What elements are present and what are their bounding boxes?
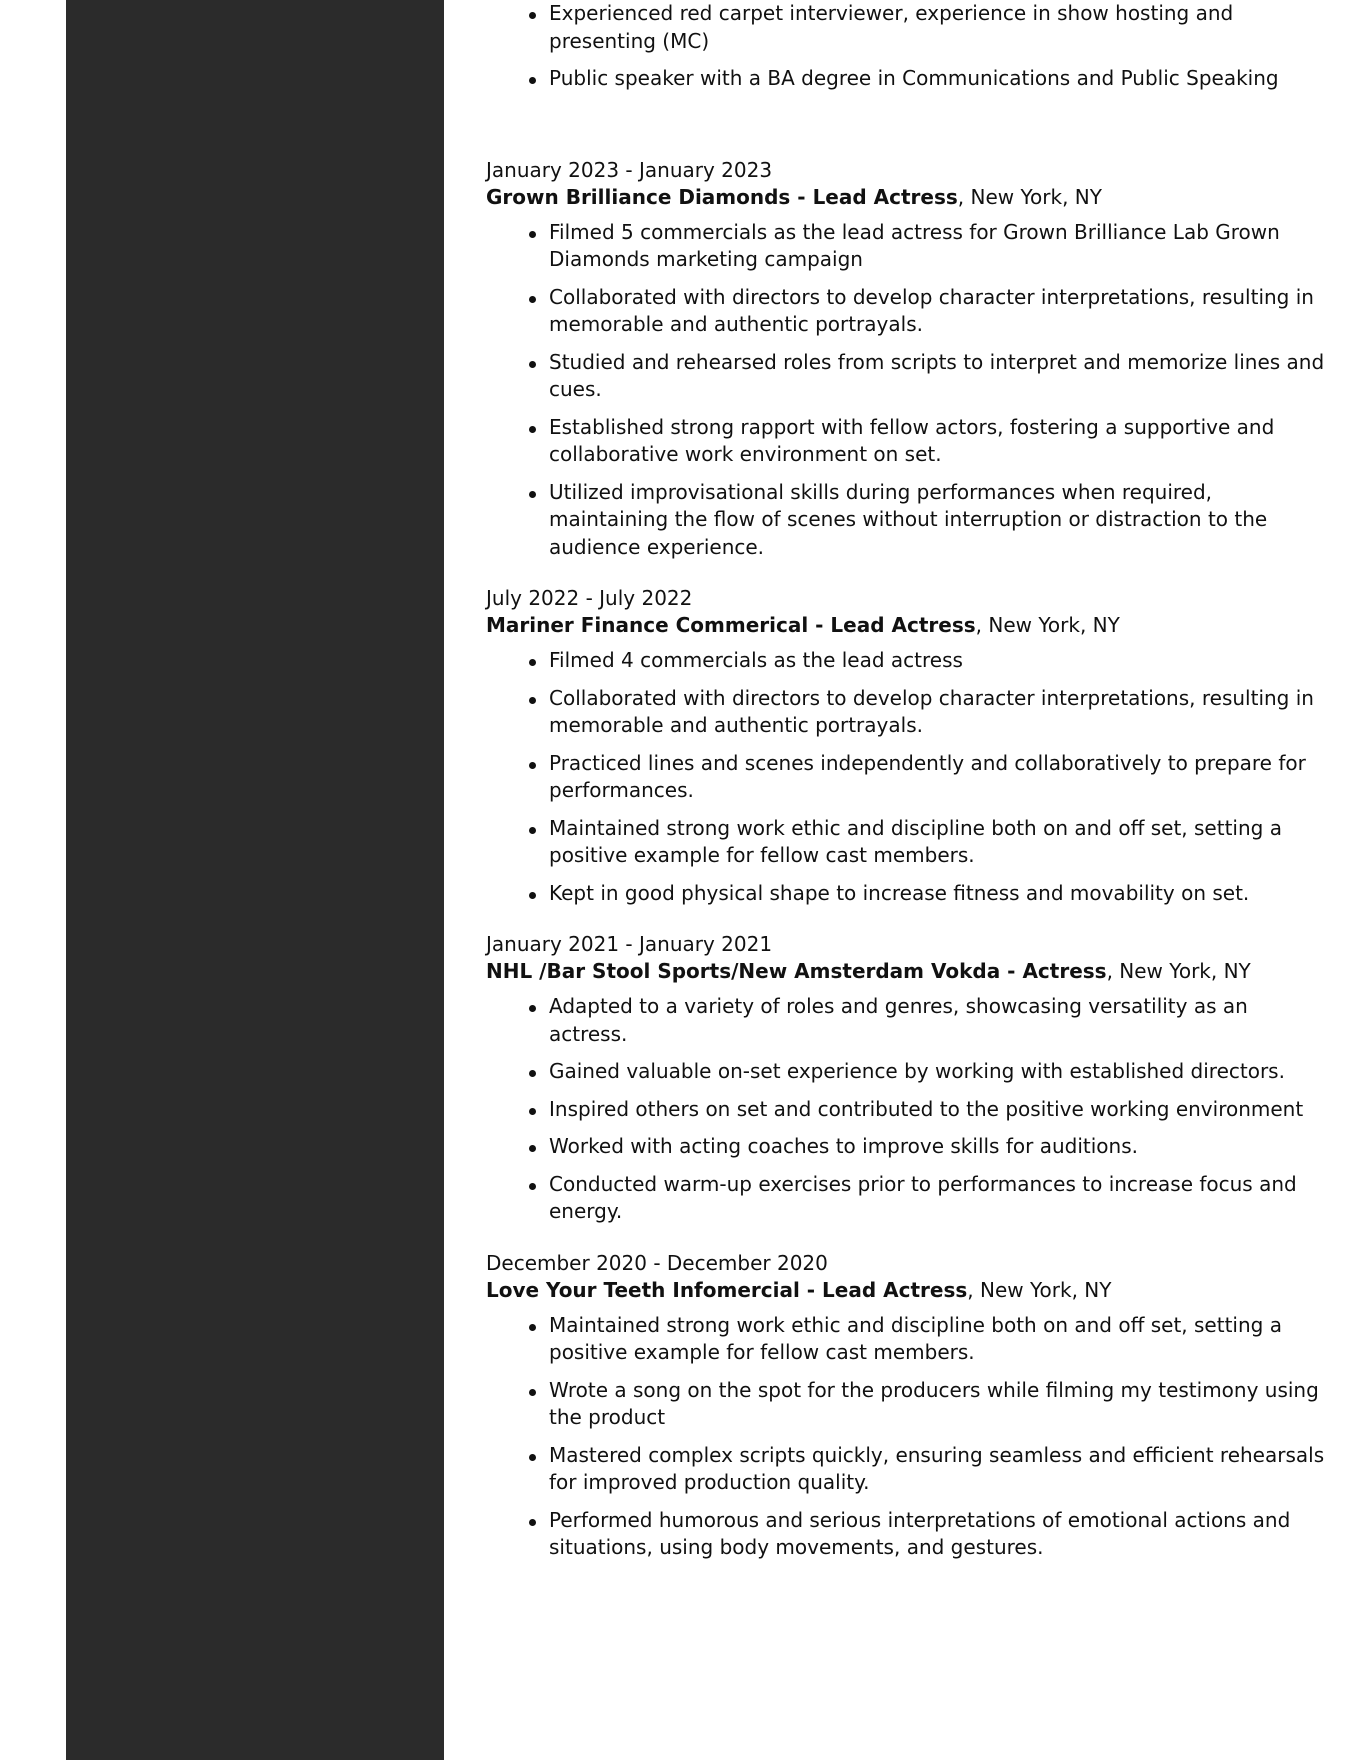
job-bullet-list xyxy=(486,993,1326,1226)
job-entry xyxy=(486,1250,1326,1562)
list-item: Gained valuable on-set experience by working with established directors. xyxy=(529,1058,1326,1086)
job-header xyxy=(486,1277,1326,1304)
job-header xyxy=(486,612,1326,639)
list-item: Public speaker with a BA degree in Communications and Public Speaking xyxy=(529,65,1326,93)
list-item: Performed humorous and serious interpretations of emotional actions and situations, using body movements, and gestures. xyxy=(529,1507,1326,1562)
list-item: Collaborated with directors to develop character interpretations, resulting in memorable and authentic portrayals. xyxy=(529,284,1326,339)
intro-bullet-list xyxy=(486,0,1326,93)
list-item: Utilized improvisational skills during performances when required, maintaining the flow of scenes without interruption or distraction to the audience experience. xyxy=(529,479,1326,562)
job-bullet-list xyxy=(486,647,1326,907)
job-location: , New York, NY xyxy=(957,184,1102,209)
list-item: Inspired others on set and contributed to the positive working environment xyxy=(529,1096,1326,1124)
job-entry xyxy=(486,157,1326,562)
list-item: Established strong rapport with fellow actors, fostering a supportive and collaborative work environment on set. xyxy=(529,414,1326,469)
job-bullet-list xyxy=(486,219,1326,562)
job-title: Love Your Teeth Infomercial - Lead Actress xyxy=(486,1277,968,1302)
job-title: NHL /Bar Stool Sports/New Amsterdam Vokda - Actress xyxy=(486,959,1107,983)
list-item: Collaborated with directors to develop character interpretations, resulting in memorable and authentic portrayals. xyxy=(529,685,1326,740)
job-title: Mariner Finance Commerical - Lead Actress xyxy=(486,613,976,637)
job-location: , New York, NY xyxy=(975,613,1120,637)
sidebar-panel xyxy=(66,0,444,1760)
list-item: Practiced lines and scenes independently and collaboratively to prepare for performances. xyxy=(529,750,1326,805)
job-location: , New York, NY xyxy=(967,1277,1112,1302)
job-dates: December 2020 - December 2020 xyxy=(486,1250,828,1275)
job-location: , New York, NY xyxy=(1106,959,1251,983)
job-header xyxy=(486,958,1326,985)
job-header xyxy=(486,184,1326,211)
job-entry xyxy=(486,585,1326,907)
job-dates: January 2021 - January 2021 xyxy=(486,932,773,956)
list-item: Mastered complex scripts quickly, ensuring seamless and efficient rehearsals for improved production quality. xyxy=(529,1442,1326,1497)
resume-content xyxy=(486,0,1326,1572)
job-dates: January 2023 - January 2023 xyxy=(486,157,773,182)
list-item: Worked with acting coaches to improve skills for auditions. xyxy=(529,1133,1326,1161)
job-title: Grown Brilliance Diamonds - Lead Actress xyxy=(486,184,958,209)
list-item: Experienced red carpet interviewer, experience in show hosting and presenting (MC) xyxy=(529,0,1326,55)
list-item: Filmed 5 commercials as the lead actress for Grown Brilliance Lab Grown Diamonds marketing campaign xyxy=(529,219,1326,274)
job-dates: July 2022 - July 2022 xyxy=(486,586,693,610)
job-entry xyxy=(486,931,1326,1226)
job-bullet-list xyxy=(486,1312,1326,1562)
list-item: Studied and rehearsed roles from scripts to interpret and memorize lines and cues. xyxy=(529,349,1326,404)
list-item: Maintained strong work ethic and discipline both on and off set, setting a positive example for fellow cast members. xyxy=(529,815,1326,870)
list-item: Maintained strong work ethic and discipline both on and off set, setting a positive example for fellow cast members. xyxy=(529,1312,1326,1367)
list-item: Filmed 4 commercials as the lead actress xyxy=(529,647,1326,675)
list-item: Kept in good physical shape to increase fitness and movability on set. xyxy=(529,880,1326,908)
list-item: Adapted to a variety of roles and genres, showcasing versatility as an actress. xyxy=(529,993,1326,1048)
list-item: Conducted warm-up exercises prior to performances to increase focus and energy. xyxy=(529,1171,1326,1226)
list-item: Wrote a song on the spot for the producers while filming my testimony using the product xyxy=(529,1377,1326,1432)
